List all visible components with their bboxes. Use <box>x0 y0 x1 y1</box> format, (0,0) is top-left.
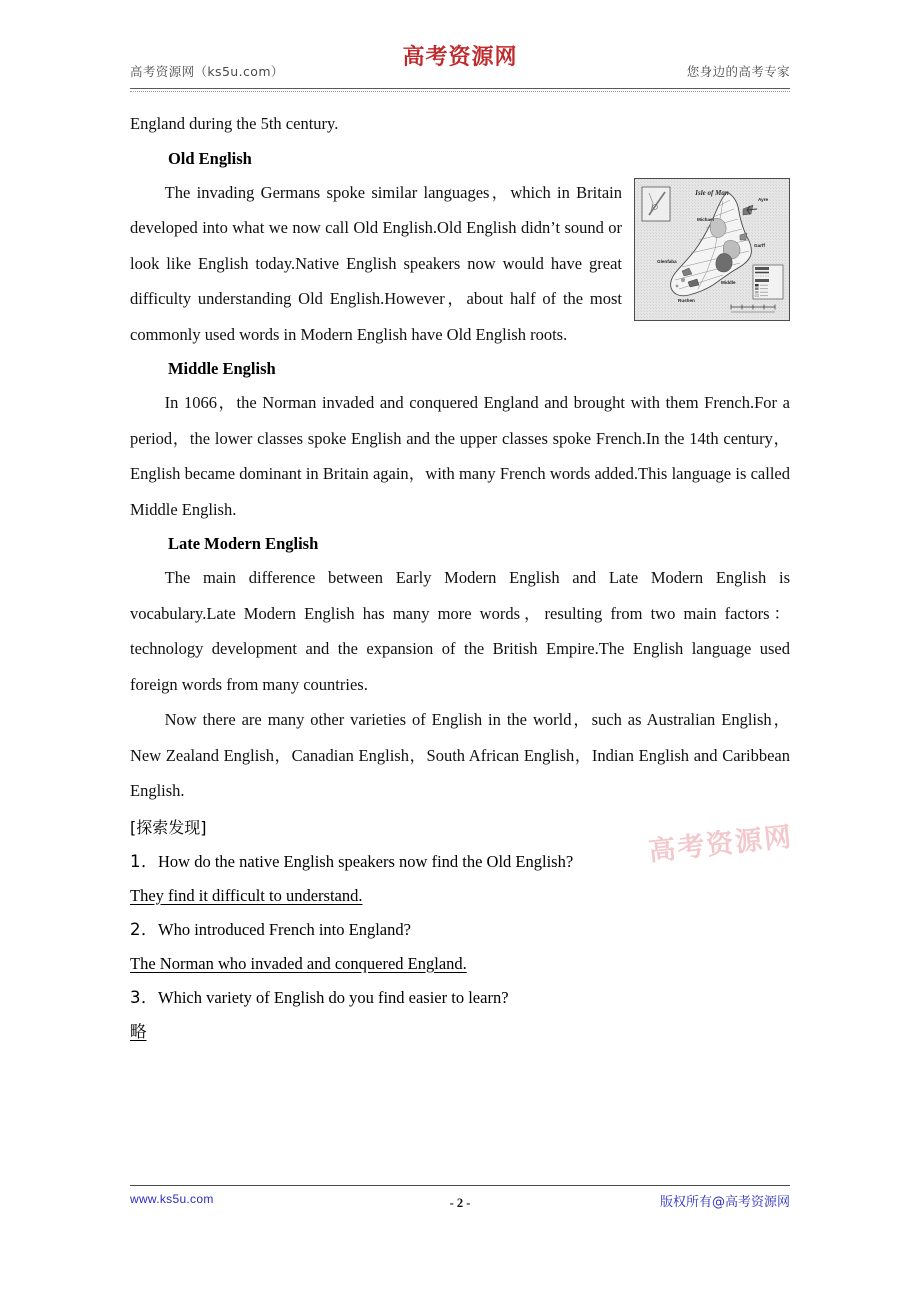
answer-item <box>130 879 790 913</box>
footer-divider <box>130 1185 790 1186</box>
header-site-name: 高考资源网（ks5u.com） <box>130 64 284 79</box>
exercise-block <box>130 811 790 1049</box>
header-divider-dotted <box>130 91 790 92</box>
answer-item <box>130 1015 790 1049</box>
document-body <box>130 106 790 1049</box>
map-legend <box>753 265 783 299</box>
map-label-michael: Michael <box>697 216 714 222</box>
answer-text: The Norman who invaded and conquered England. <box>130 953 467 973</box>
question-text: Who introduced French into England? <box>158 919 411 939</box>
header-logo: 高考资源网 <box>402 45 518 70</box>
question-number: 3． <box>130 987 158 1007</box>
footer-copyright: 版权所有@高考资源网 <box>659 1195 790 1210</box>
map-label-glenfaba: Glenfaba <box>657 258 677 264</box>
question-item <box>130 845 790 879</box>
page-footer <box>130 1190 790 1214</box>
question-item <box>130 913 790 947</box>
header-divider <box>130 88 790 89</box>
paragraph-late-modern-english: The main difference between Early Modern English and Late Modern English is vocabulary.Late Modern English has many more words，resulting from two main factors：technology development and the expansion of the British Empire.The English language used foreign words from many countries. <box>130 568 790 694</box>
map-title: Isle of Man <box>695 188 729 197</box>
map-label-rushen: Rushen <box>678 297 695 303</box>
answer-item <box>130 947 790 981</box>
footer-url[interactable]: www.ks5u.com <box>130 1192 214 1206</box>
isle-of-man-map-figure <box>634 178 790 321</box>
header-slogan: 您身边的高考专家 <box>686 64 790 79</box>
paragraph-middle-english: In 1066，the Norman invaded and conquered England and brought with them French.For a period，the lower classes spoke English and the upper classes spoke French.In the 14th century，English became dominant in Britain again，with many French words added.This language is called Middle English. <box>130 393 790 519</box>
answer-text: 略 <box>130 1021 147 1041</box>
section-heading-middle-english: Middle English <box>167 359 276 378</box>
exercise-label: [探索发现] <box>130 817 207 837</box>
paragraph-varieties: Now there are many other varieties of English in the world，such as Australian English，New Zealand English，Canadian English，South African English，Indian English and Caribbean English. <box>130 710 790 800</box>
question-text: Which variety of English do you find easier to learn? <box>158 987 509 1007</box>
page-number: - 2 - <box>449 1196 471 1210</box>
watermark: 高考资源网 <box>647 821 795 868</box>
section-heading-old-english: Old English <box>167 148 252 168</box>
answer-text: They find it difficult to understand. <box>130 885 363 905</box>
question-text: How do the native English speakers now find the Old English? <box>158 851 574 871</box>
map-image <box>635 179 789 320</box>
question-number: 1． <box>130 851 158 871</box>
question-item <box>130 981 790 1015</box>
map-label-garff: Garff <box>754 242 765 248</box>
map-label-ayre: Ayre <box>758 196 769 202</box>
paragraph-old-english: The invading Germans spoke similar languages，which in Britain developed into what we now call Old English.Old English didn’t sound or look like English today.Native English speakers now would have great difficulty understanding Old English.However，about half of the most commonly used words in Modern English have Old English roots. <box>130 182 622 344</box>
section-heading-late-modern-english: Late Modern English <box>167 534 319 553</box>
continuation-line: England during the 5th century. <box>130 114 339 133</box>
map-label-middle: Middle <box>721 279 736 285</box>
question-number: 2． <box>130 919 158 939</box>
page-header <box>130 45 790 90</box>
